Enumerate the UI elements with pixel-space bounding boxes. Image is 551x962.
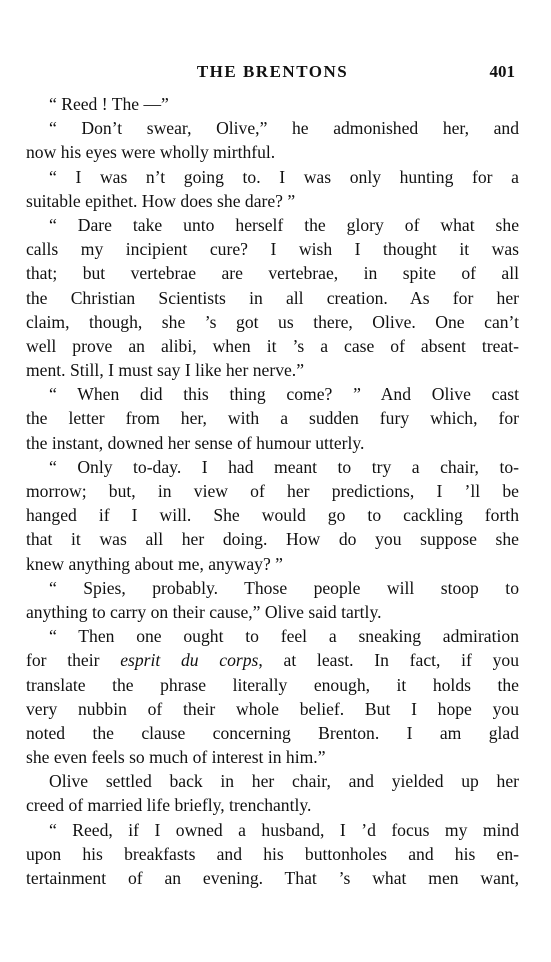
text-line: “ Reed, if I owned a husband, I ’d focus my mind <box>49 819 519 840</box>
text-line: very nubbin of their whole belief. But I hope you <box>26 698 519 719</box>
text-line: knew anything about me, anyway? ” <box>26 553 283 574</box>
text-line: “ I was n’t going to. I was only hunting for a <box>49 166 519 187</box>
text-line-segment: for their <box>26 650 121 671</box>
text-line: now his eyes were wholly mirthful. <box>26 142 276 163</box>
italic-phrase: esprit du corps <box>120 650 259 671</box>
text-line: the instant, downed her sense of humour utterly. <box>26 432 365 453</box>
text-line: that it was all her doing. How do you suppose she <box>26 529 519 550</box>
text-line: tertainment of an evening. That ’s what men want, <box>26 868 519 888</box>
text-line: “ Then one ought to feel a sneaking admiration <box>49 626 519 647</box>
text-line: well prove an alibi, when it ’s a case of absent treat- <box>26 335 519 356</box>
running-title: THE BRENTONS <box>196 62 349 81</box>
text-line <box>26 648 519 672</box>
text-line: calls my incipient cure? I wish I thought it was <box>26 239 519 260</box>
text-line: claim, though, she ’s got us there, Olive. One can’t <box>26 311 519 332</box>
text-line: “ Spies, probably. Those people will stoop to <box>49 577 519 598</box>
text-line: “ Only to-day. I had meant to try a chair, to- <box>49 456 519 477</box>
text-line: anything to carry on their cause,” Olive said tartly. <box>26 601 382 622</box>
text-line: “ When did this thing come? ” And Olive cast <box>49 384 519 405</box>
text-line: she even feels so much of interest in him.” <box>26 747 326 768</box>
text-line: that; but vertebrae are vertebrae, in spite of all <box>26 263 519 284</box>
text-line: “ Reed ! The —” <box>49 94 169 114</box>
text-line: “ Don’t swear, Olive,” he admonished her, and <box>49 118 519 139</box>
text-line: noted the clause concerning Brenton. I am glad <box>26 722 519 743</box>
text-line: the letter from her, with a sudden fury which, for <box>26 408 519 429</box>
body-text <box>26 92 519 890</box>
text-line: upon his breakfasts and his buttonholes and his en- <box>26 843 519 864</box>
text-line: translate the phrase literally enough, it holds the <box>26 674 519 695</box>
text-line-segment: , at least. In fact, if you <box>258 650 520 671</box>
text-line: suitable epithet. How does she dare? ” <box>26 190 296 211</box>
text-line: “ Dare take unto herself the glory of what she <box>49 214 519 235</box>
text-line: morrow; but, in view of her predictions, I ’ll be <box>26 481 519 501</box>
text-line: hanged if I will. She would go to cackling forth <box>26 505 519 526</box>
text-line: Olive settled back in her chair, and yielded up her <box>49 771 519 792</box>
running-head <box>26 62 519 84</box>
text-line: ment. Still, I must say I like her nerve.” <box>26 360 305 381</box>
text-line: creed of married life briefly, trenchantly. <box>26 795 312 816</box>
text-line: the Christian Scientists in all creation. As for her <box>26 287 519 308</box>
page-number: 401 <box>489 62 515 81</box>
